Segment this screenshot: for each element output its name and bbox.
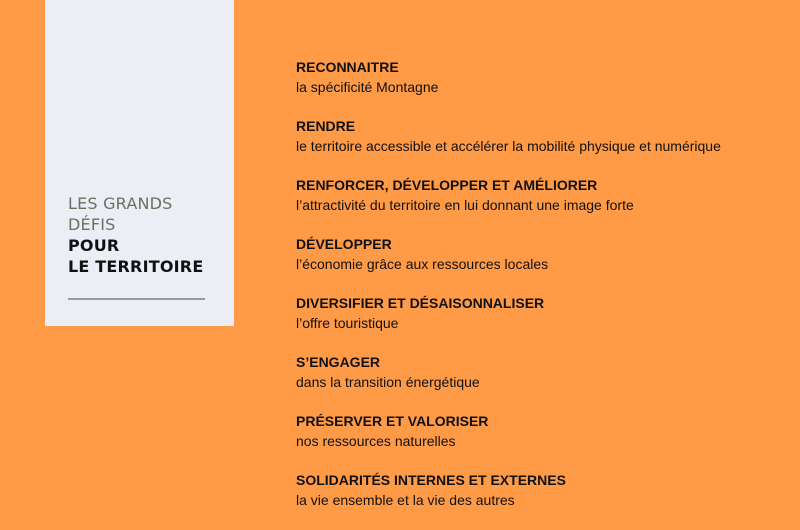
- challenge-description: la spécificité Montagne: [296, 79, 439, 95]
- challenge-description: l’économie grâce aux ressources locales: [296, 256, 549, 272]
- challenge-heading: S’ENGAGER: [296, 354, 381, 370]
- challenge-heading: RECONNAITRE: [296, 59, 399, 75]
- challenge-heading: RENDRE: [296, 118, 356, 134]
- challenge-item: [296, 353, 721, 412]
- challenge-heading: SOLIDARITÉS INTERNES ET EXTERNES: [296, 472, 566, 488]
- challenge-description: l’attractivité du territoire en lui donnant une image forte: [296, 197, 634, 213]
- challenge-item: [296, 294, 721, 353]
- panel-title: [68, 193, 203, 277]
- challenge-list: [296, 58, 721, 530]
- challenge-description: dans la transition énergétique: [296, 374, 480, 390]
- panel-divider: [68, 298, 205, 300]
- challenge-heading: DIVERSIFIER ET DÉSAISONNALISER: [296, 295, 545, 311]
- challenge-description: la vie ensemble et la vie des autres: [296, 492, 515, 508]
- panel-title-line-4: LE TERRITOIRE: [68, 257, 204, 276]
- panel-title-line-3: POUR: [68, 236, 120, 255]
- challenge-item: [296, 58, 721, 117]
- title-panel: [45, 0, 234, 326]
- challenge-item: [296, 412, 721, 471]
- challenge-heading: RENFORCER, DÉVELOPPER ET AMÉLIORER: [296, 177, 598, 193]
- panel-title-line-2: DÉFIS: [68, 215, 116, 234]
- challenge-item: [296, 117, 721, 176]
- challenge-item: [296, 471, 721, 530]
- challenge-heading: PRÉSERVER ET VALORISER: [296, 413, 489, 429]
- challenge-description: nos ressources naturelles: [296, 433, 456, 449]
- panel-title-line-1: LES GRANDS: [68, 194, 173, 213]
- challenge-heading: DÉVELOPPER: [296, 236, 392, 252]
- challenge-item: [296, 176, 721, 235]
- challenge-item: [296, 235, 721, 294]
- challenge-description: l’offre touristique: [296, 315, 399, 331]
- challenge-description: le territoire accessible et accélérer la mobilité physique et numérique: [296, 138, 721, 154]
